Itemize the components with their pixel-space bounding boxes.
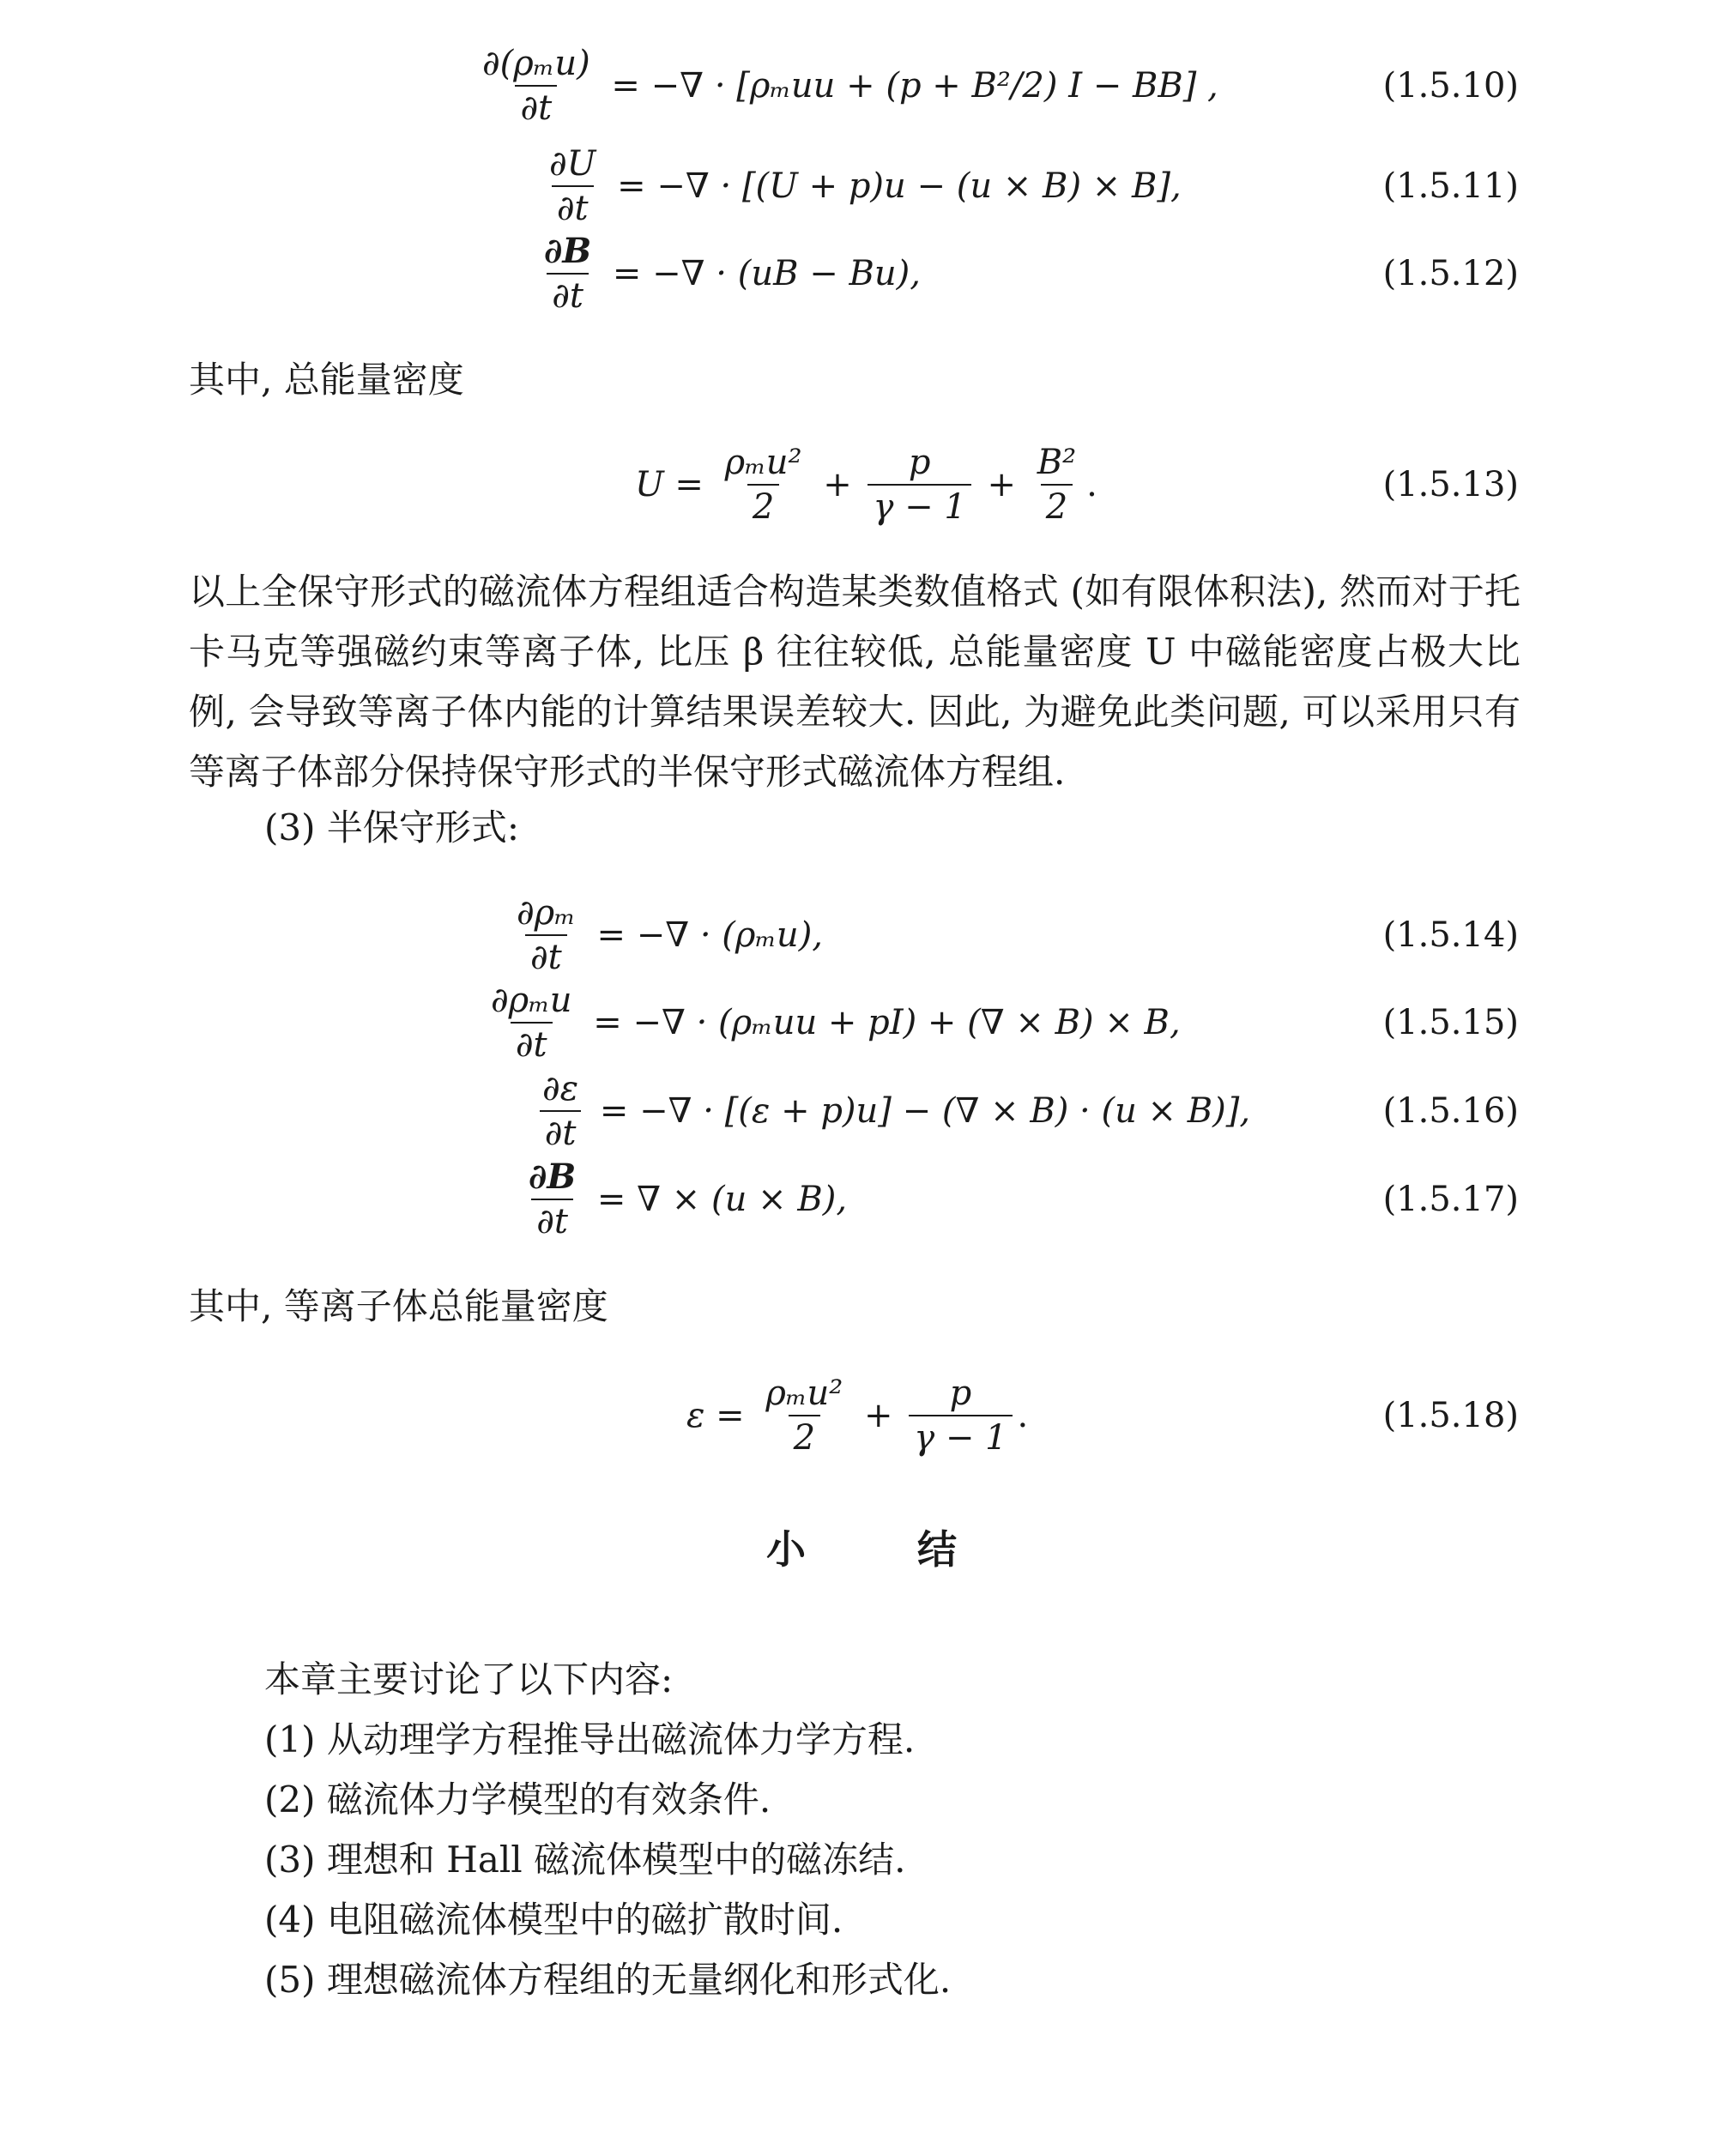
numerator: ∂ε bbox=[542, 1069, 579, 1108]
equation-rhs: ∇ × (u × B), bbox=[637, 1180, 848, 1219]
equation-1-5-14: $\frac{\text{∂ρₘ}}{\partial t}$ = −∇ · (ρₘu), (1.5.14) bbox=[0, 888, 1723, 982]
equation-rhs: −∇ · [ρₘuu + (p + B²/2) I − BB] , bbox=[650, 66, 1218, 106]
numerator: ∂B bbox=[529, 1157, 577, 1197]
equation-number: (1.5.15) bbox=[1382, 1003, 1519, 1042]
fraction bbox=[523, 1159, 581, 1240]
fraction bbox=[868, 444, 970, 525]
equation-number: (1.5.11) bbox=[1382, 166, 1519, 206]
equation-1-5-18: ε = $\frac{\text{ρₘu²}}{2}$ + $\frac{p}{\gamma - 1}$ . (1.5.18) bbox=[0, 1368, 1723, 1463]
equation-rhs: −∇ · [(U + p)u − (u × B) × B], bbox=[656, 166, 1182, 206]
equation-lhs: ε bbox=[686, 1396, 705, 1435]
summary-item: (5) 理想磁流体方程组的无量纲化和形式化. bbox=[264, 1959, 952, 2001]
fraction bbox=[544, 146, 601, 226]
denominator: γ − 1 bbox=[868, 484, 970, 525]
equation-number: (1.5.14) bbox=[1382, 915, 1519, 955]
numerator: ρₘu² bbox=[765, 1374, 843, 1413]
numerator: ∂U bbox=[549, 144, 596, 184]
equation-number: (1.5.12) bbox=[1382, 254, 1519, 293]
summary-heading: 小结 bbox=[766, 1526, 1068, 1573]
equation-rhs: −∇ · (uB − Bu), bbox=[652, 254, 921, 293]
equation-rhs: −∇ · (ρₘu), bbox=[636, 915, 824, 955]
summary-item: (2) 磁流体力学模型的有效条件. bbox=[264, 1779, 771, 1821]
denominator: 2 bbox=[1041, 484, 1073, 525]
text-plasma-energy-intro: 其中, 等离子体总能量密度 bbox=[189, 1285, 608, 1327]
equation-rhs: −∇ · (ρₘuu + pI) + (∇ × B) × B, bbox=[632, 1003, 1181, 1042]
equation-1-5-12: $\frac{\partial B}{\partial t}$ = −∇ · (uB − Bu), (1.5.12) bbox=[0, 226, 1723, 321]
equation-number: (1.5.18) bbox=[1382, 1396, 1519, 1435]
equation-1-5-10: $\frac{\text{∂(ρₘu)}}{\partial t}$ = −∇ · [ρₘuu + (p + B²/2) I − BB] , (1.5.10) bbox=[0, 39, 1723, 133]
denominator: ∂t bbox=[552, 185, 594, 226]
denominator: ∂t bbox=[511, 1022, 553, 1063]
denominator: ∂t bbox=[525, 934, 567, 975]
equation-1-5-16: $\frac{\partial\varepsilon}{\partial t}$ = −∇ · [(ε + p)u] − (∇ × B) · (u × B)], (1.5.16) bbox=[0, 1064, 1723, 1158]
numerator: ρₘu² bbox=[724, 443, 802, 482]
numerator: p bbox=[949, 1374, 972, 1413]
equation-1-5-11: $\frac{\partial U}{\partial t}$ = −∇ · [(U + p)u − (u × B) × B], (1.5.11) bbox=[0, 139, 1723, 233]
equation-number: (1.5.17) bbox=[1382, 1180, 1519, 1219]
denominator: 2 bbox=[789, 1415, 820, 1456]
equation-number: (1.5.16) bbox=[1382, 1091, 1519, 1131]
fraction bbox=[1032, 444, 1081, 525]
body-paragraph: 以上全保守形式的磁流体方程组适合构造某类数值格式 (如有限体积法), 然而对于托卡马克等强磁约束等离子体, 比压 β 往往较低, 总能量密度 U 中磁能密度占极大比例, 会导致等离子体内能的计算结果误差较大. 因此, 为避免此类问题, 可以采用只有等离子体部分保持保守形式的半保守形式磁流体方程组. bbox=[189, 571, 1521, 793]
equation-number: (1.5.10) bbox=[1382, 66, 1519, 106]
fraction bbox=[537, 1071, 583, 1151]
summary-item: (4) 电阻磁流体模型中的磁扩散时间. bbox=[264, 1899, 843, 1941]
fraction bbox=[909, 1375, 1012, 1456]
semi-conservative-title: (3) 半保守形式: bbox=[264, 806, 519, 849]
denominator: ∂t bbox=[547, 273, 589, 314]
equation-rhs: −∇ · [(ε + p)u] − (∇ × B) · (u × B)], bbox=[639, 1091, 1251, 1131]
fraction bbox=[720, 444, 807, 525]
fraction bbox=[511, 895, 581, 975]
denominator: ∂t bbox=[540, 1110, 582, 1151]
equation-1-5-15: $\frac{\text{∂ρₘu}}{\partial t}$ = −∇ · (ρₘuu + pI) + (∇ × B) × B, (1.5.15) bbox=[0, 975, 1723, 1070]
text-total-energy-intro: 其中, 总能量密度 bbox=[189, 359, 464, 401]
equation-1-5-13: U = $\frac{\text{ρₘu²}}{2}$ + $\frac{p}{\gamma - 1}$ + $\frac{\text{B²}}{2}$ . (1.5.13) bbox=[0, 438, 1723, 532]
fraction bbox=[760, 1375, 848, 1456]
fraction bbox=[486, 982, 577, 1063]
fraction bbox=[477, 45, 595, 126]
denominator: 2 bbox=[747, 484, 779, 525]
summary-item: (3) 理想和 Hall 磁流体模型中的磁冻结. bbox=[264, 1839, 906, 1881]
denominator: γ − 1 bbox=[909, 1415, 1012, 1456]
summary-item: (1) 从动理学方程推导出磁流体力学方程. bbox=[264, 1718, 916, 1760]
numerator: ∂B bbox=[544, 231, 592, 271]
numerator: p bbox=[908, 443, 931, 482]
denominator: ∂t bbox=[515, 85, 557, 126]
numerator: ∂(ρₘu) bbox=[482, 44, 590, 83]
numerator: B² bbox=[1037, 443, 1077, 482]
denominator: ∂t bbox=[531, 1199, 573, 1240]
summary-intro: 本章主要讨论了以下内容: bbox=[264, 1658, 674, 1700]
numerator: ∂ρₘu bbox=[491, 981, 572, 1020]
equation-1-5-17: $\frac{\partial B}{\partial t}$ = ∇ × (u × B), (1.5.17) bbox=[0, 1152, 1723, 1247]
equation-lhs: U bbox=[635, 465, 664, 504]
numerator: ∂ρₘ bbox=[517, 893, 576, 933]
fraction bbox=[539, 233, 596, 314]
equation-number: (1.5.13) bbox=[1382, 465, 1519, 504]
